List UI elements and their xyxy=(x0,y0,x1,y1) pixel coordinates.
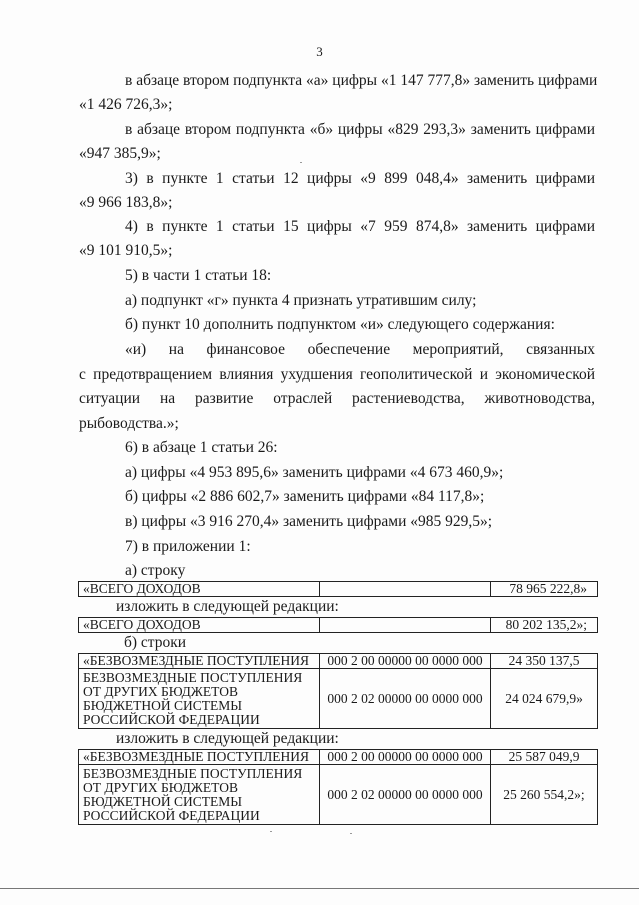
scan-speck xyxy=(270,831,272,832)
paragraph-line: 4) в пункте 1 статьи 15 цифры «7 959 874,8» заменить цифрами xyxy=(125,218,595,235)
caption: изложить в следующей редакции: xyxy=(116,730,339,747)
page-number: 3 xyxy=(316,44,323,59)
table-cell-value: 25 260 554,2»; xyxy=(491,765,598,825)
table-total-income-old xyxy=(78,581,598,597)
table-row xyxy=(79,669,598,729)
scan-speck xyxy=(300,162,302,163)
table-row xyxy=(79,654,598,669)
paragraph-line: «9 101 910,5»; xyxy=(79,242,173,259)
paragraph-line: «и) на финансовое обеспечение мероприятий, связанных xyxy=(125,341,595,358)
table-cell-code: 000 2 00 00000 00 0000 000 xyxy=(320,654,491,669)
table-cell-value: 24 024 679,9» xyxy=(491,669,598,729)
table-cell-value: 24 350 137,5 xyxy=(491,654,598,669)
table-cell-code xyxy=(320,618,491,633)
paragraph-line: б) цифры «2 886 602,7» заменить цифрами «84 117,8»; xyxy=(125,488,485,505)
paragraph-line: «1 426 726,3»; xyxy=(79,96,173,113)
table-cell-name: БЕЗВОЗМЕЗДНЫЕ ПОСТУПЛЕНИЯ ОТ ДРУГИХ БЮДЖЕТОВ БЮДЖЕТНОЙ СИСТЕМЫ РОССИЙСКОЙ ФЕДЕРАЦИИ xyxy=(79,669,320,729)
table-cell-value: 25 587 049,9 xyxy=(491,750,598,765)
table-row xyxy=(79,765,598,825)
paragraph-line: 7) в приложении 1: xyxy=(125,538,251,555)
table-cell-name: «ВСЕГО ДОХОДОВ xyxy=(79,582,320,597)
page-bottom-rule xyxy=(0,888,639,889)
table-total-income-new xyxy=(78,617,598,633)
paragraph-line: 6) в абзаце 1 статьи 26: xyxy=(125,439,278,456)
caption: изложить в следующей редакции: xyxy=(116,598,339,615)
table-cell-name: БЕЗВОЗМЕЗДНЫЕ ПОСТУПЛЕНИЯ ОТ ДРУГИХ БЮДЖЕТОВ БЮДЖЕТНОЙ СИСТЕМЫ РОССИЙСКОЙ ФЕДЕРАЦИИ xyxy=(79,765,320,825)
table-cell-code: 000 2 02 00000 00 0000 000 xyxy=(320,669,491,729)
table-row xyxy=(79,618,598,633)
paragraph-line: а) строку xyxy=(125,562,186,579)
table-gratuitous-new xyxy=(78,749,598,825)
paragraph-line: 5) в части 1 статьи 18: xyxy=(125,267,272,284)
table-cell-name: «ВСЕГО ДОХОДОВ xyxy=(79,618,320,633)
paragraph-line: 3) в пункте 1 статьи 12 цифры «9 899 048,4» заменить цифрами xyxy=(125,170,595,187)
paragraph-line: «947 385,9»; xyxy=(79,145,161,162)
paragraph-line: в абзаце втором подпункта «б» цифры «829 293,3» заменить цифрами xyxy=(125,121,595,138)
caption: б) строки xyxy=(124,634,187,651)
table-gratuitous-old xyxy=(78,653,598,729)
paragraph-line: б) пункт 10 дополнить подпунктом «и» следующего содержания: xyxy=(125,316,555,333)
table-cell-code xyxy=(320,582,491,597)
paragraph-line: с предотвращением влияния ухудшения геополитической и экономической xyxy=(79,366,595,383)
table-row xyxy=(79,750,598,765)
paragraph-line: в абзаце втором подпункта «а» цифры «1 147 777,8» заменить цифрами xyxy=(125,72,598,89)
table-row xyxy=(79,582,598,597)
paragraph-line: а) цифры «4 953 895,6» заменить цифрами «4 673 460,9»; xyxy=(125,464,504,481)
paragraph-line: рыбоводства.»; xyxy=(79,415,179,432)
table-cell-name: «БЕЗВОЗМЕЗДНЫЕ ПОСТУПЛЕНИЯ xyxy=(79,654,320,669)
table-cell-code: 000 2 02 00000 00 0000 000 xyxy=(320,765,491,825)
scan-speck xyxy=(350,833,352,834)
paragraph-line: а) подпункт «г» пункта 4 признать утратившим силу; xyxy=(125,292,477,309)
paragraph-line: «9 966 183,8»; xyxy=(79,194,173,211)
table-cell-name: «БЕЗВОЗМЕЗДНЫЕ ПОСТУПЛЕНИЯ xyxy=(79,750,320,765)
table-cell-value: 80 202 135,2»; xyxy=(491,618,598,633)
paragraph-line: ситуации на развитие отраслей растениеводства, животноводства, xyxy=(79,390,595,407)
table-cell-code: 000 2 00 00000 00 0000 000 xyxy=(320,750,491,765)
paragraph-line: в) цифры «3 916 270,4» заменить цифрами «985 929,5»; xyxy=(125,513,493,530)
table-cell-value: 78 965 222,8» xyxy=(491,582,598,597)
